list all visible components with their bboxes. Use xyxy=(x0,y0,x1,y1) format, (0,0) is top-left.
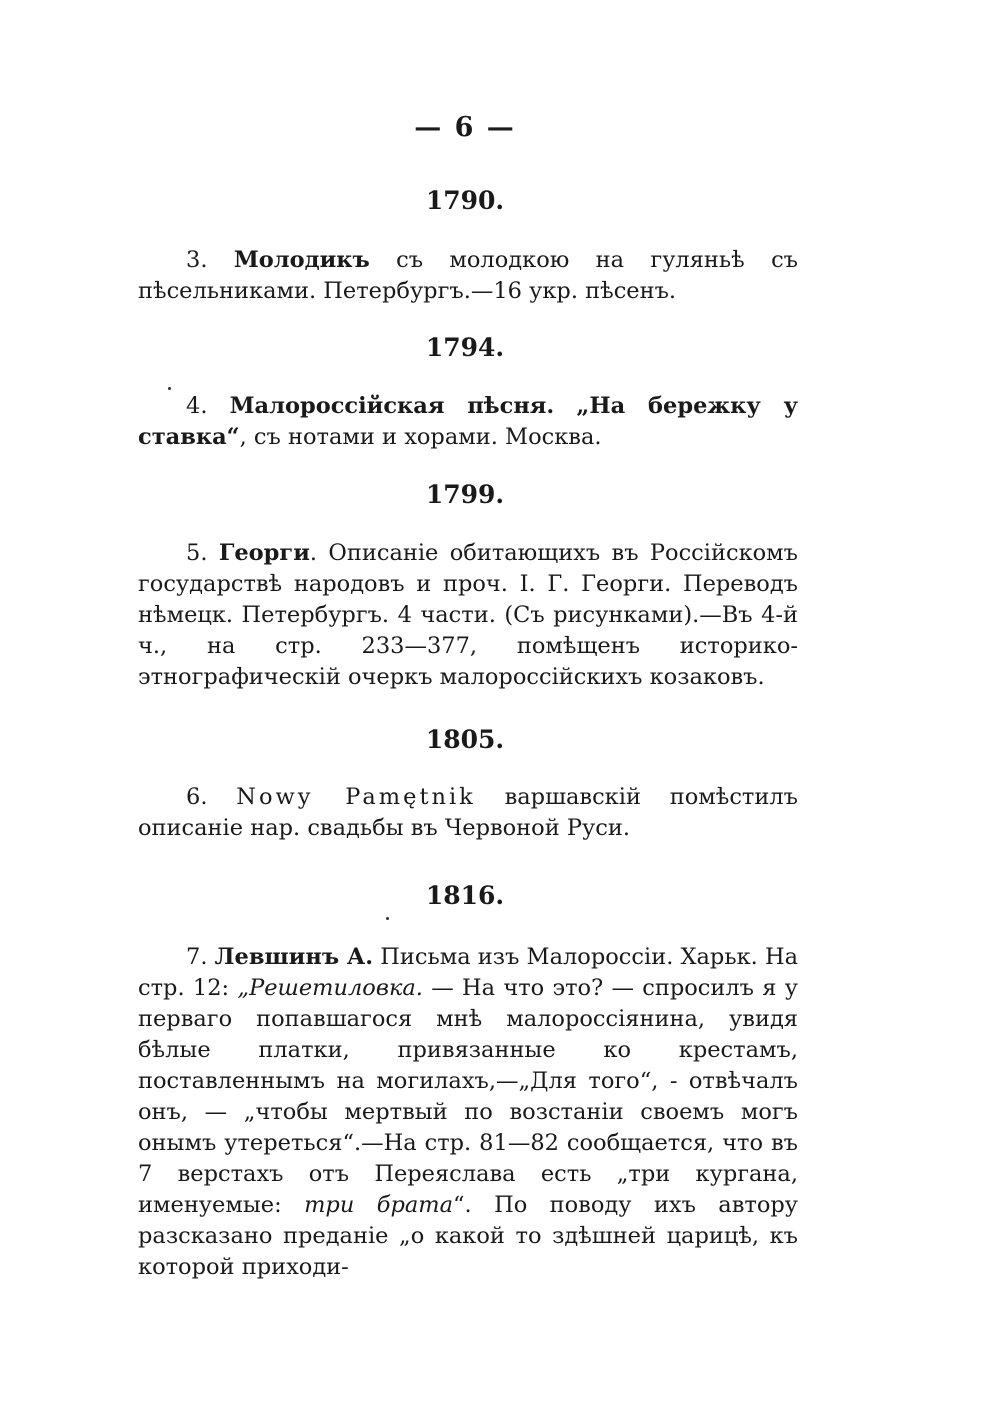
scan-speck xyxy=(168,387,171,390)
entry-author: Георги xyxy=(218,540,310,566)
bibliography-entry-6 xyxy=(138,782,798,844)
entry-text: . Описаніе обитающихъ въ Россійскомъ государствѣ народовъ и проч. I. Г. Георги. Переводъ нѣмецк. Петербургъ. 4 части. (Съ рисунками).—Въ 4-й ч., на стр. 233—377, помѣщенъ историко-этнографическій очеркъ малороссійскихъ козаковъ. xyxy=(138,540,798,690)
entry-periodical-title: Nowy Pamętnik xyxy=(236,784,476,810)
entry-author: Малороссійская пѣсня. xyxy=(229,393,555,419)
entry-number: 5. xyxy=(186,540,208,566)
section-year-1794: 1794. xyxy=(425,333,505,362)
bibliography-entry-4 xyxy=(138,391,798,453)
entry-number: 3. xyxy=(186,247,208,273)
entry-text: Письма изъ Малороссіи. Харьк. На стр. 12: xyxy=(138,944,799,1001)
section-year-1790: 1790. xyxy=(425,186,505,215)
entry-author: Левшинъ А. xyxy=(214,944,374,970)
entry-text: — На что это? — спросилъ я у перваго попавшагося мнѣ малороссіянина, увидя бѣлые платки, привязанные ко крестамъ, поставленнымъ на могилахъ,—„Для того“, - отвѣчалъ онъ, — „чтобы мертвый по возстаніи своемъ могъ онымъ утереться“.—На стр. 81—82 сообщается, что въ 7 верстахъ отъ Переяслава есть „три кургана, именуемые: xyxy=(138,975,799,1218)
section-year-1805: 1805. xyxy=(425,725,505,754)
entry-number: 4. xyxy=(186,393,208,419)
page-number: — 6 — xyxy=(414,112,516,143)
entry-text: “. По поводу ихъ автору разсказано преданіе „о какой то здѣшней царицѣ, къ которой приходи- xyxy=(138,1192,799,1280)
entry-quote: „На бережку у ставка“ xyxy=(138,393,798,450)
entry-text: съ молодкою на гуляньѣ съ пѣсельниками. Петербургъ.—16 укр. пѣсенъ. xyxy=(138,247,798,304)
entry-author: Молодикъ xyxy=(233,247,370,273)
bibliography-entry-5 xyxy=(138,538,798,693)
entry-text: варшавскій помѣстилъ описаніе нар. свадьбы въ Червоной Руси. xyxy=(138,784,798,841)
entry-number: 7. xyxy=(186,944,208,970)
bibliography-entry-3 xyxy=(138,245,798,307)
entry-italic-place: „Решетиловка. xyxy=(237,975,423,1001)
bibliography-entry-7 xyxy=(138,942,798,1283)
entry-number: 6. xyxy=(186,784,208,810)
section-year-1799: 1799. xyxy=(425,480,505,509)
entry-text: , съ нотами и хорами. Москва. xyxy=(239,424,602,450)
entry-italic-name: три брата xyxy=(304,1192,454,1218)
section-year-1816: 1816. xyxy=(425,881,505,910)
scan-speck xyxy=(386,917,389,920)
